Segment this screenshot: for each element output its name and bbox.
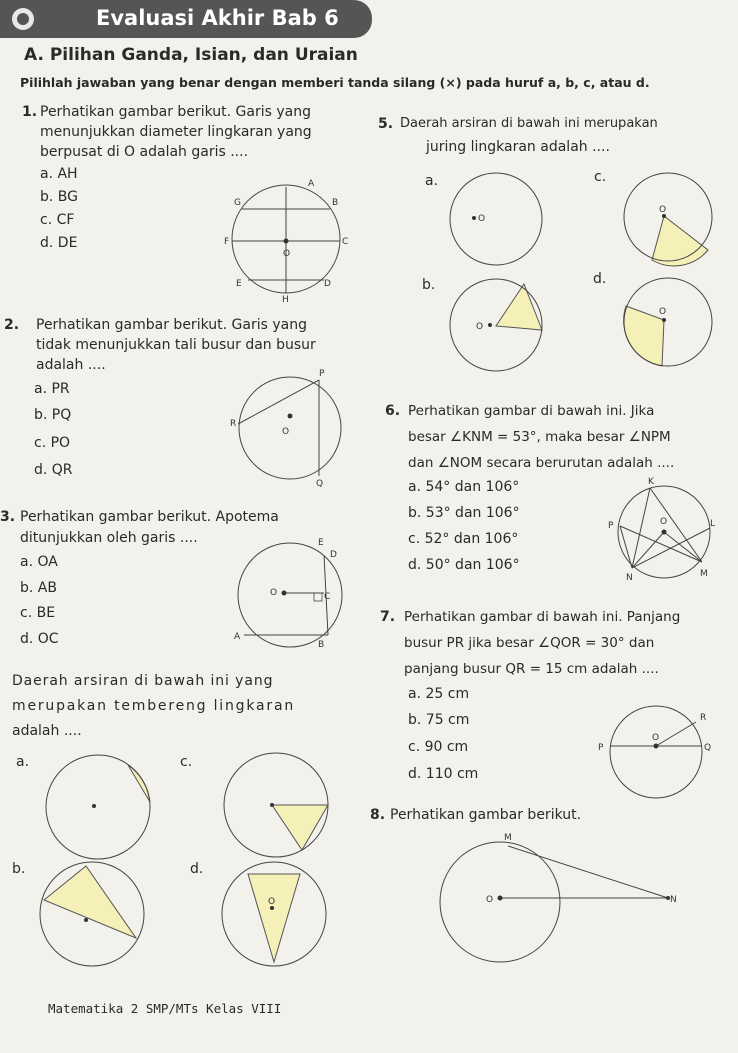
q4-option-b[interactable]: b. [12, 861, 26, 877]
q4-line3: adalah .... [12, 723, 82, 739]
chapter-banner [0, 0, 372, 38]
q1-label-C: C [342, 237, 349, 247]
q6-option-d[interactable]: d. 50° dan 106° [408, 557, 520, 573]
q2-option-b[interactable]: b. PQ [34, 407, 72, 423]
q3-option-d[interactable]: d. OC [20, 631, 59, 647]
q5b-label-O: O [476, 322, 484, 332]
q3-label-B: B [318, 640, 325, 650]
q6-label-K: K [648, 477, 654, 487]
q3-label-D: D [330, 550, 337, 560]
q2-line1: Perhatikan gambar berikut. Garis yang [36, 317, 307, 333]
q7-line1: Perhatikan gambar di bawah ini. Panjang [404, 609, 681, 625]
q1-label-D: D [324, 279, 331, 289]
q1-label-E: E [236, 279, 242, 289]
q1-label-O: O [283, 249, 291, 259]
q8-label-N: N [670, 895, 677, 905]
q2-circle-figure [224, 368, 354, 489]
q1-option-a[interactable]: a. AH [40, 166, 78, 182]
q2-number: 2. [4, 317, 20, 333]
chapter-title: Evaluasi Akhir Bab 6 [96, 6, 339, 30]
q8-number: 8. [370, 807, 386, 823]
q5a-label-O: O [478, 214, 486, 224]
q6-number: 6. [385, 403, 401, 419]
q1-option-d[interactable]: d. DE [40, 235, 78, 251]
q3-option-a[interactable]: a. OA [20, 554, 58, 570]
q4-line1: Daerah arsiran di bawah ini yang [12, 673, 274, 689]
q5c-label-O: O [659, 205, 667, 215]
q7-line3: panjang busur QR = 15 cm adalah .... [404, 661, 659, 677]
q5d-label-O: O [659, 307, 667, 317]
q1-option-c[interactable]: c. CF [40, 212, 75, 228]
q3-label-E: E [318, 538, 324, 548]
q6-label-M: M [700, 569, 708, 579]
q8-circle-figure [440, 833, 685, 968]
q4d-figure [222, 862, 332, 972]
q5-number: 5. [378, 116, 394, 132]
q7-option-d[interactable]: d. 110 cm [408, 766, 479, 782]
q2-label-R: R [230, 419, 237, 429]
q6-option-c[interactable]: c. 52° dan 106° [408, 531, 519, 547]
q2-label-Q: Q [316, 479, 324, 489]
q8-label-M: M [504, 833, 512, 843]
q1-label-A: A [308, 179, 315, 189]
q5-line2: juring lingkaran adalah .... [426, 139, 610, 155]
q2-line2: tidak menunjukkan tali busur dan busur [36, 337, 316, 353]
q3-label-O: O [270, 588, 278, 598]
q3-number: 3. [0, 509, 16, 525]
q6-label-O: O [660, 517, 668, 527]
q1-label-H: H [282, 295, 289, 305]
q7-label-Q: Q [704, 743, 712, 753]
sparkle-icon [8, 4, 38, 34]
q5b-figure [450, 278, 550, 378]
q4d-label-O: O [268, 897, 276, 907]
q1-number: 1. [22, 104, 38, 120]
q1-line3: berpusat di O adalah garis .... [40, 144, 249, 160]
q7-option-a[interactable]: a. 25 cm [408, 686, 470, 702]
q7-option-b[interactable]: b. 75 cm [408, 712, 470, 728]
q1-line1: Perhatikan gambar berikut. Garis yang [40, 104, 311, 120]
q3-option-b[interactable]: b. AB [20, 580, 57, 596]
q7-line2: busur PR jika besar ∠QOR = 30° dan [404, 635, 655, 651]
q2-label-P: P [319, 369, 325, 379]
q4b-figure [40, 862, 150, 967]
q5d-figure [624, 276, 724, 376]
q3-label-C: C [324, 592, 331, 602]
q5-option-a[interactable]: a. [425, 173, 439, 189]
q5c-figure [624, 172, 724, 272]
q2-option-d[interactable]: d. QR [34, 462, 73, 478]
q6-option-b[interactable]: b. 53° dan 106° [408, 505, 520, 521]
q6-label-N: N [626, 573, 633, 583]
q4-option-a[interactable]: a. [16, 754, 30, 770]
q4-line2: merupakan tembereng lingkaran [12, 698, 296, 714]
q2-line3: adalah .... [36, 357, 106, 373]
q3-label-A: A [234, 632, 241, 642]
instruction: Pilihlah jawaban yang benar dengan memberi tanda silang (×) pada huruf a, b, c, atau d. [20, 75, 650, 90]
q7-option-c[interactable]: c. 90 cm [408, 739, 469, 755]
q1-label-B: B [332, 198, 339, 208]
q4-option-d[interactable]: d. [190, 861, 204, 877]
q5-option-d[interactable]: d. [593, 271, 607, 287]
q8-label-O: O [486, 895, 494, 905]
q6-line3: dan ∠NOM secara berurutan adalah .... [408, 455, 675, 471]
q1-label-F: F [224, 237, 230, 247]
q6-line2: besar ∠KNM = 53°, maka besar ∠NPM [408, 429, 671, 445]
q6-label-P: P [608, 521, 614, 531]
q1-circle-figure [224, 178, 354, 305]
q4a-figure [46, 755, 156, 860]
q1-label-G: G [234, 198, 241, 208]
q3-option-c[interactable]: c. BE [20, 605, 56, 621]
q2-option-c[interactable]: c. PO [34, 435, 71, 451]
q1-line2: menunjukkan diameter lingkaran yang [40, 124, 312, 140]
q5-option-c[interactable]: c. [594, 169, 607, 185]
q7-circle-figure [596, 700, 728, 800]
q4-option-c[interactable]: c. [180, 754, 193, 770]
q3-circle-figure [232, 535, 362, 655]
q6-option-a[interactable]: a. 54° dan 106° [408, 479, 520, 495]
q1-option-b[interactable]: b. BG [40, 189, 78, 205]
q7-label-P: P [598, 743, 604, 753]
q2-label-O: O [282, 427, 290, 437]
q8-line1: Perhatikan gambar berikut. [390, 807, 582, 823]
q2-option-a[interactable]: a. PR [34, 381, 70, 397]
q6-label-L: L [710, 519, 716, 529]
q4c-figure [224, 755, 334, 860]
q3-line2: ditunjukkan oleh garis .... [20, 530, 198, 546]
q5a-figure [450, 172, 550, 272]
section-title: A. Pilihan Ganda, Isian, dan Uraian [24, 45, 358, 65]
q6-circle-figure [606, 478, 718, 586]
q7-number: 7. [380, 609, 396, 625]
q6-line1: Perhatikan gambar di bawah ini. Jika [408, 403, 655, 419]
q7-label-O: O [652, 733, 660, 743]
q5-line1: Daerah arsiran di bawah ini merupakan [400, 116, 658, 131]
q5-option-b[interactable]: b. [422, 277, 436, 293]
q7-label-R: R [700, 713, 707, 723]
page-footer: Matematika 2 SMP/MTs Kelas VIII [48, 1001, 282, 1016]
q3-line1: Perhatikan gambar berikut. Apotema [20, 509, 279, 525]
